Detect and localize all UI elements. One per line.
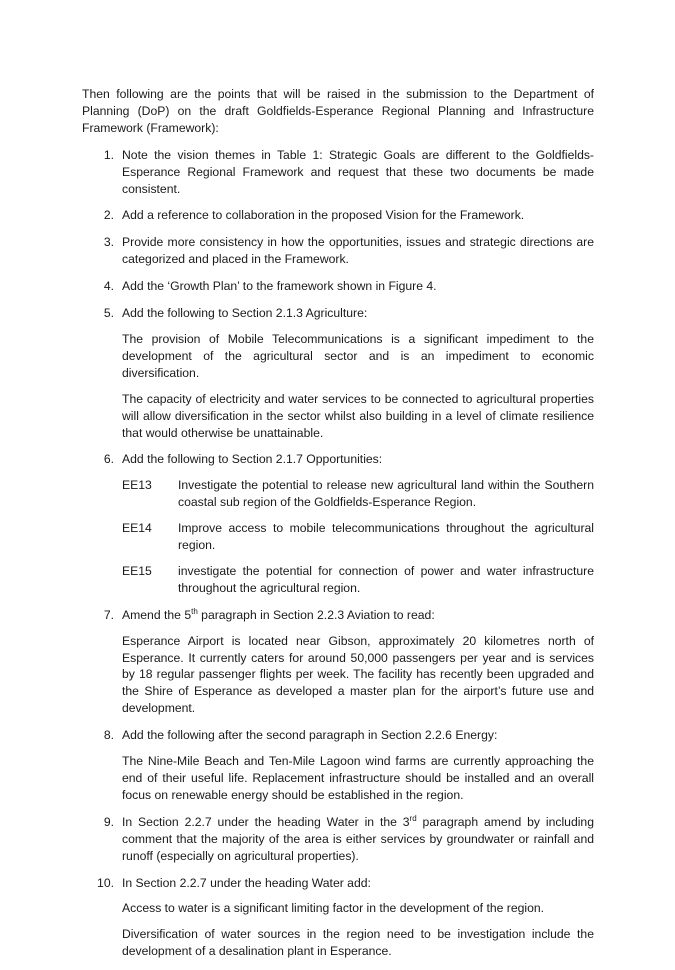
item-text: Add a reference to collaboration in the proposed Vision for the Framework. bbox=[122, 208, 525, 223]
item-number: 10. bbox=[97, 875, 114, 890]
opportunity-code: EE13 bbox=[122, 478, 152, 493]
item-number: 7. bbox=[103, 607, 114, 622]
list-item bbox=[82, 147, 594, 198]
item-text: In Section 2.2.7 under the heading Water add: bbox=[122, 875, 371, 890]
item-text-after: paragraph in Section 2.2.3 Aviation to read: bbox=[197, 607, 435, 622]
item-number: 4. bbox=[103, 279, 114, 294]
quoted-paragraph: Access to water is a significant limiting factor in the development of the region. bbox=[122, 901, 545, 916]
item-text-after: paragraph amend by including comment that the majority of the area is either services by groundwater or rainfall and runoff (especially on agricultural properties). bbox=[122, 814, 594, 863]
item-number: 2. bbox=[103, 208, 114, 223]
item-text: Add the following after the second paragraph in Section 2.2.6 Energy: bbox=[122, 728, 498, 743]
item-number: 6. bbox=[103, 452, 114, 467]
quoted-paragraph: Esperance Airport is located near Gibson, approximately 20 kilometres north of Esperance. It currently caters for around 50,000 passengers per year and is services by 18 regular passenger flights per week. The facility has recently been upgraded and the Shire of Esperance as developed a master plan for the airport’s future use and development. bbox=[122, 633, 594, 716]
opportunity-code: EE15 bbox=[122, 563, 152, 578]
quoted-paragraph: Diversification of water sources in the region need to be investigation include the development of a desalination plant in Esperance. bbox=[122, 927, 594, 959]
quoted-paragraph: The capacity of electricity and water services to be connected to agricultural properties will allow diversification in the sector whilst also building in a level of climate resilience that would otherwise be unattainable. bbox=[122, 391, 594, 440]
item-text: Add the following to Section 2.1.7 Opportunities: bbox=[122, 452, 383, 467]
item-number: 1. bbox=[103, 147, 114, 162]
item-text: Note the vision themes in Table 1: Strategic Goals are different to the Goldfields-Esperance Regional Framework and request that these two documents be made consistent. bbox=[122, 147, 594, 196]
list-item bbox=[82, 278, 594, 295]
item-number: 8. bbox=[103, 728, 114, 743]
opportunity-text: Improve access to mobile telecommunications throughout the agricultural region. bbox=[178, 521, 594, 553]
list-item bbox=[82, 451, 594, 596]
item-text bbox=[122, 607, 594, 624]
item-number: 5. bbox=[103, 306, 114, 321]
submission-points-list bbox=[82, 147, 594, 960]
document-page bbox=[82, 86, 594, 970]
item-number: 3. bbox=[103, 235, 114, 250]
opportunity-row bbox=[122, 563, 594, 597]
list-item bbox=[82, 234, 594, 268]
list-item bbox=[82, 305, 594, 441]
list-item bbox=[82, 814, 594, 865]
item-text: Provide more consistency in how the opportunities, issues and strategic directions are categorized and placed in the Framework. bbox=[122, 235, 594, 267]
opportunity-row bbox=[122, 520, 594, 554]
item-text-before: In Section 2.2.7 under the heading Water in the 3 bbox=[122, 814, 410, 829]
item-text bbox=[122, 814, 594, 865]
item-number: 9. bbox=[103, 814, 114, 829]
intro-paragraph: Then following are the points that will be raised in the submission to the Department of Planning (DoP) on the draft Goldfields-Esperance Regional Planning and Infrastructure Framework (Framework): bbox=[82, 87, 594, 135]
list-item bbox=[82, 207, 594, 224]
opportunity-text: investigate the potential for connection of power and water infrastructure throughout the agricultural region. bbox=[178, 563, 594, 595]
quoted-paragraph: The Nine-Mile Beach and Ten-Mile Lagoon wind farms are currently approaching the end of their useful life. Replacement infrastructure should be installed and an overall focus on renewable energy should be established in the region. bbox=[122, 754, 594, 802]
opportunity-row bbox=[122, 477, 594, 511]
list-item bbox=[82, 727, 594, 804]
ordinal-superscript: th bbox=[191, 606, 198, 616]
list-item bbox=[82, 875, 594, 961]
item-text: Add the ‘Growth Plan’ to the framework shown in Figure 4. bbox=[122, 279, 437, 294]
opportunity-code: EE14 bbox=[122, 521, 152, 536]
item-text: Add the following to Section 2.1.3 Agriculture: bbox=[122, 306, 368, 321]
quoted-paragraph: The provision of Mobile Telecommunications is a significant impediment to the development of the agricultural sector and is an impediment to economic diversification. bbox=[122, 331, 594, 380]
opportunity-text: Investigate the potential to release new agricultural land within the Southern coastal sub region of the Goldfields-Esperance Region. bbox=[178, 478, 594, 510]
item-text-before: Amend the 5 bbox=[122, 607, 192, 622]
list-item bbox=[82, 607, 594, 717]
ordinal-superscript: rd bbox=[409, 813, 417, 823]
